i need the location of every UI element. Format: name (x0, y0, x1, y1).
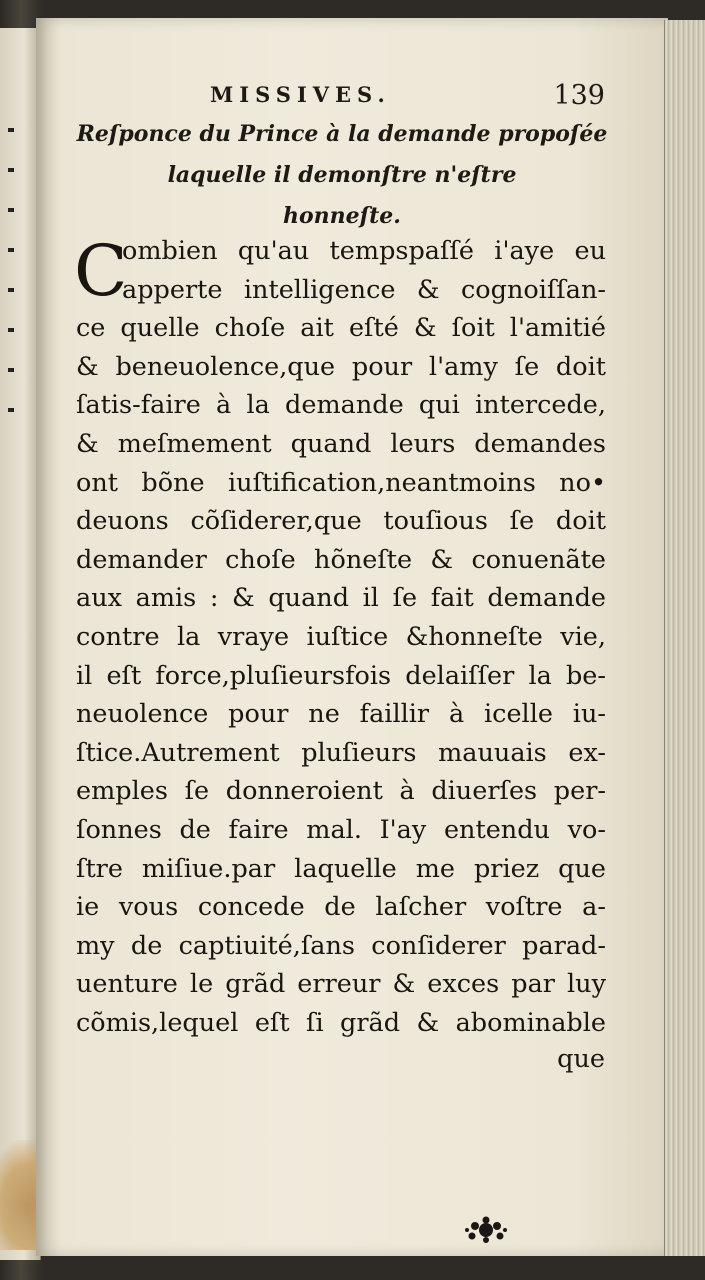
running-head (210, 80, 605, 114)
facing-text-mark (8, 208, 14, 212)
body-line: & beneuolence,que pour l'amy ſe doit (76, 351, 606, 382)
facing-text-mark (8, 368, 14, 372)
body-line: ombien qu'au tempspaſſé i'aye eu (122, 236, 606, 266)
facing-text-mark (8, 328, 14, 332)
body-line: ſtice.Autrement pluſieurs mauuais ex- (76, 737, 606, 768)
body-line: ſatis-faire à la demande qui intercede, (76, 390, 606, 421)
body-line: demander choſe hõneſte & conuenãte (76, 544, 606, 575)
heading-line: laquelle il demonſtre n'eſtre (167, 162, 517, 188)
body-line: ont bõne iuſtification,neantmoins no• (76, 467, 606, 498)
running-head-title: MISSIVES. (210, 82, 391, 107)
body-line: deuons cõſiderer,que touſious ſe doit (76, 506, 606, 537)
body-line: ſtre miſiue.par laquelle me priez que (76, 853, 606, 884)
heading-line: Reſponce du Prince à la demande propoſée (76, 121, 608, 147)
section-heading (72, 114, 612, 237)
body-line: my de captiuité,ſans conſiderer parad- (76, 930, 606, 961)
facing-text-mark (8, 288, 14, 292)
catchword: que (557, 1044, 605, 1074)
facing-text-mark (8, 408, 14, 412)
body-line: aux amis : & quand il ſe fait demande (76, 583, 606, 614)
drop-cap: C (74, 230, 128, 312)
printers-ornament-icon (462, 1214, 510, 1246)
facing-page-edge (0, 28, 41, 1260)
body-line: ie vous concede de laſcher voſtre a- (76, 892, 606, 923)
body-line: emples ſe donneroient à diuerſes per- (76, 776, 606, 807)
body-text (76, 232, 606, 1042)
facing-text-mark (8, 168, 14, 172)
body-line: ſonnes de faire mal. I'ay entendu vo- (76, 814, 606, 845)
body-line: cõmis,lequel eſt ſi grãd & abominable (76, 1007, 606, 1038)
body-line: il eſt force,pluſieursfois delaiſſer la be- (76, 660, 606, 691)
page-number: 139 (553, 80, 605, 111)
body-line: uenture le grãd erreur & exces par luy (76, 969, 606, 1000)
body-line: apperte intelligence & cognoiſſan- (122, 274, 606, 305)
facing-text-mark (8, 128, 14, 132)
heading-line: honneſte. (283, 203, 401, 229)
body-line: & meſmement quand leurs demandes (76, 428, 606, 459)
facing-text-mark (8, 248, 14, 252)
body-line: contre la vraye iuſtice &honneſte vie, (76, 621, 606, 652)
body-line: neuolence pour ne faillir à icelle iu- (76, 699, 606, 730)
body-line: ce quelle choſe ait eſté & ſoit l'amitié (76, 313, 606, 344)
page-fore-edge (664, 20, 705, 1256)
